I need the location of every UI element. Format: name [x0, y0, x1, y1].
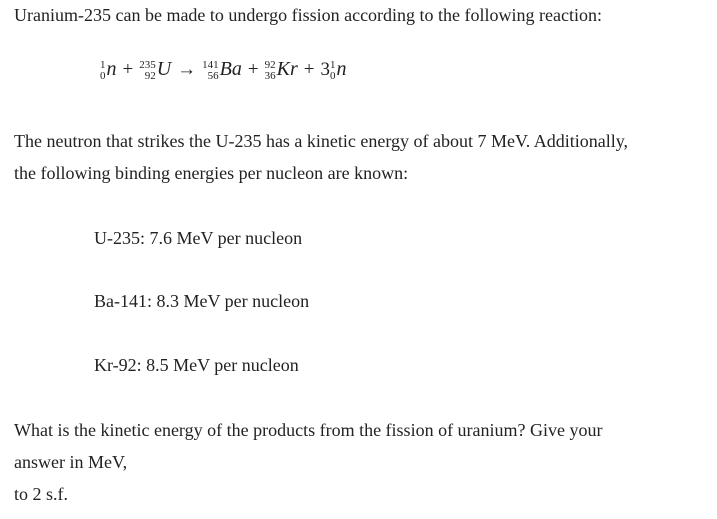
question-text-line-3: to 2 s.f. [14, 484, 68, 504]
neutron-coefficient: 3 [320, 59, 330, 80]
atomic-number: 0 [100, 70, 106, 82]
mass-number: 141 [202, 59, 219, 71]
intro-text: Uranium-235 can be made to undergo fission according to the following reaction: [14, 5, 603, 25]
element-symbol: n [336, 58, 347, 80]
atomic-number: 92 [144, 70, 156, 82]
mass-number: 235 [139, 59, 156, 71]
krypton-nucleus [265, 58, 298, 81]
plus-sign: + [247, 59, 259, 80]
outgoing-neutrons [330, 58, 347, 81]
binding-energy-u235: U-235: 7.6 MeV per nucleon [94, 228, 303, 248]
question-text-line-1: What is the kinetic energy of the products from the fission of uranium? Give your [14, 420, 603, 440]
incoming-neutron [100, 58, 117, 81]
plus-sign: + [122, 59, 134, 80]
mass-number: 1 [100, 59, 106, 71]
mass-number: 92 [264, 59, 276, 71]
context-text-line-2: the following binding energies per nucleon are known: [14, 163, 409, 183]
plus-sign: + [303, 59, 315, 80]
binding-energy-ba141: Ba-141: 8.3 MeV per nucleon [94, 291, 310, 311]
element-symbol: U [156, 58, 172, 80]
question-text-line-2: answer in MeV, [14, 452, 128, 472]
uranium-nucleus [139, 58, 171, 81]
fission-equation [100, 58, 346, 98]
element-symbol: Ba [219, 58, 242, 80]
reaction-arrow: → [177, 59, 197, 80]
atomic-number: 56 [207, 70, 219, 82]
atomic-number: 0 [329, 70, 336, 82]
atomic-number: 36 [264, 70, 276, 82]
binding-energy-kr92: Kr-92: 8.5 MeV per nucleon [94, 355, 299, 375]
barium-nucleus [202, 58, 242, 81]
element-symbol: Kr [276, 58, 298, 80]
context-text-line-1: The neutron that strikes the U-235 has a kinetic energy of about 7 MeV. Additionally, [14, 131, 629, 151]
mass-number: 1 [329, 59, 336, 71]
element-symbol: n [106, 58, 117, 80]
